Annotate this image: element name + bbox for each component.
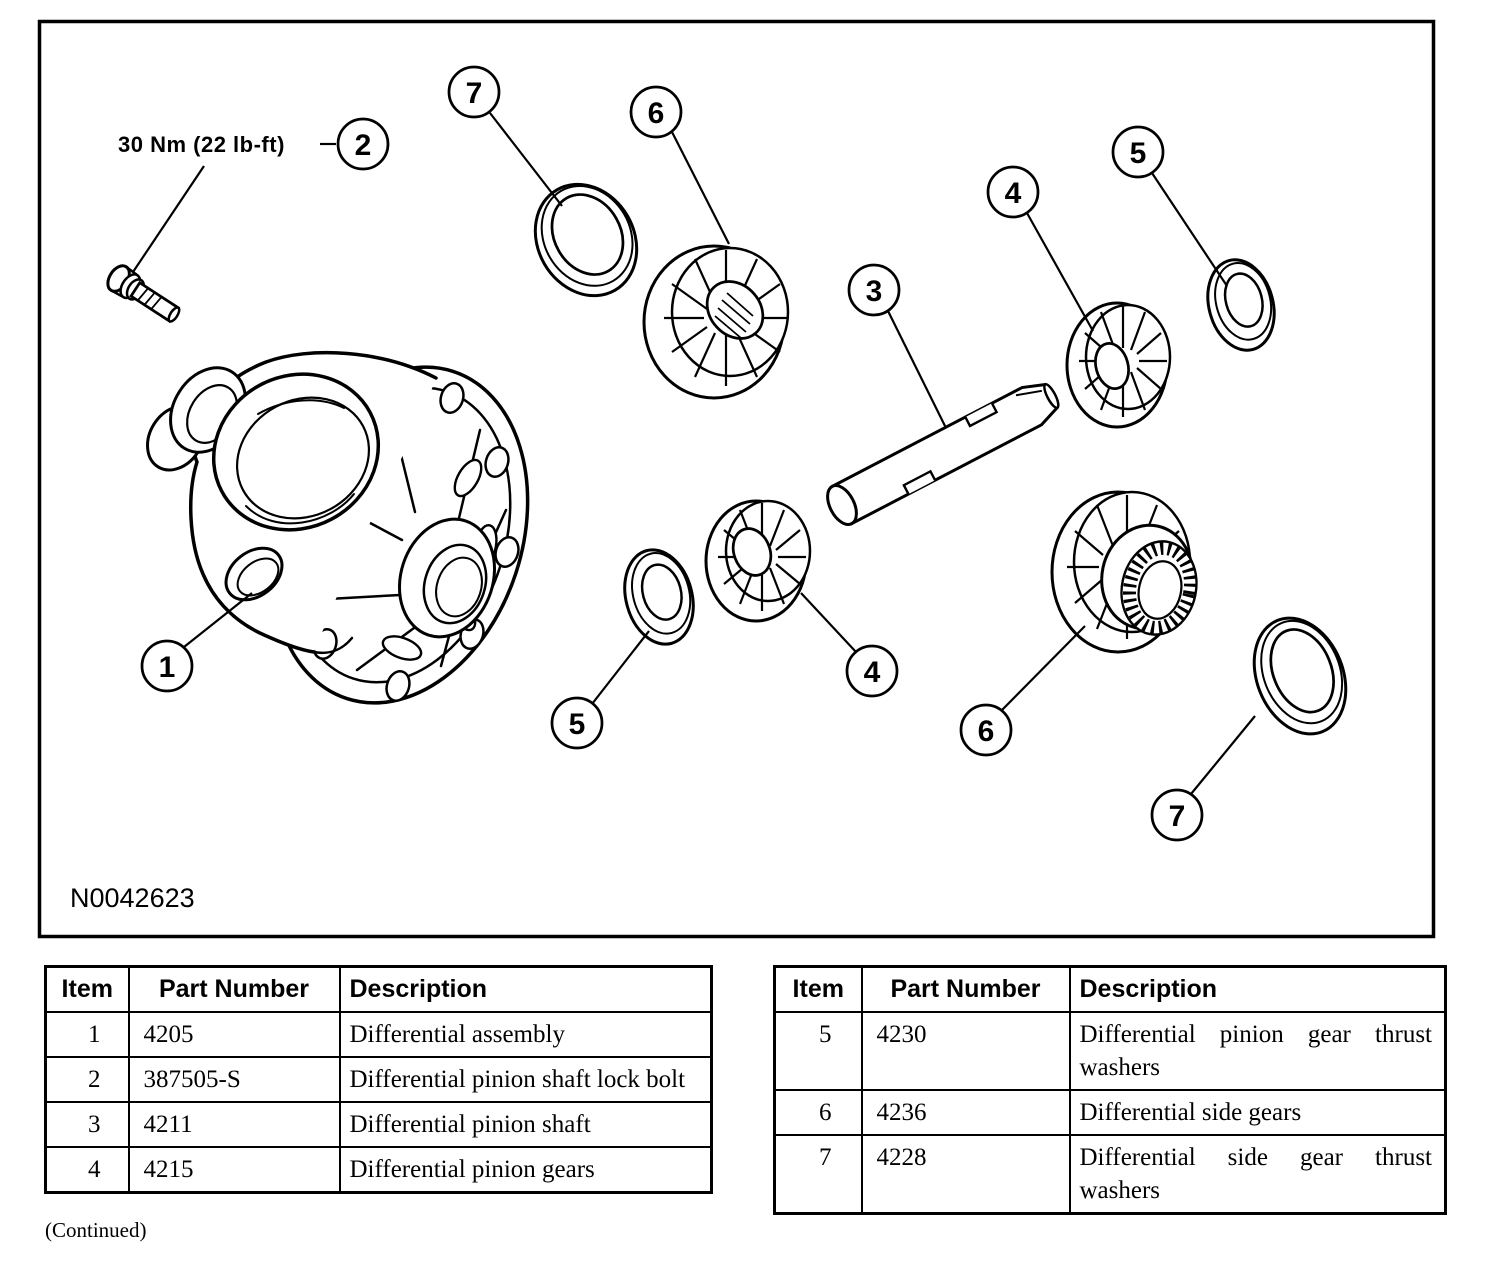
column-header-description: Description	[340, 967, 712, 1013]
part-pinion-shaft	[822, 376, 1065, 530]
svg-text:5: 5	[568, 708, 586, 741]
cell-description: Differential pinion shaft	[340, 1102, 712, 1147]
cell-description: Differential side gear thrust washers	[1070, 1135, 1446, 1214]
callout-5-lower	[552, 698, 602, 748]
table-header-row	[46, 967, 712, 1013]
part-differential-case	[136, 334, 569, 737]
table-row	[46, 1012, 712, 1057]
cell-item: 2	[46, 1057, 129, 1102]
table-row	[775, 1135, 1446, 1214]
cell-item: 6	[775, 1090, 862, 1135]
leader-callout-6-lower	[1002, 626, 1085, 710]
callout-6-lower	[961, 705, 1011, 755]
callout-7-lower	[1152, 790, 1202, 840]
cell-description: Differential pinion shaft lock bolt	[340, 1057, 712, 1102]
part-side-gear-thrust-washer-lower	[1238, 604, 1363, 747]
column-header-description: Description	[1070, 967, 1446, 1013]
cell-part-number: 4230	[862, 1012, 1070, 1090]
callout-6-upper	[631, 87, 681, 137]
callout-5-upper	[1113, 127, 1163, 177]
leader-callout-7-upper	[490, 113, 562, 206]
svg-text:4: 4	[1004, 177, 1022, 210]
part-side-gear-upper	[644, 246, 788, 398]
leader-callout-5-upper	[1152, 173, 1227, 286]
table-row	[46, 1147, 712, 1193]
svg-text:5: 5	[1129, 137, 1147, 170]
torque-spec-label: 30 Nm (22 lb-ft)	[118, 132, 285, 157]
cell-description: Differential side gears	[1070, 1090, 1446, 1135]
part-pinion-gear-upper	[1067, 303, 1170, 427]
table-row	[46, 1102, 712, 1147]
cell-part-number: 4228	[862, 1135, 1070, 1214]
figure-id: N0042623	[70, 883, 195, 913]
column-header-part-number: Part Number	[129, 967, 340, 1013]
callout-4-upper	[988, 167, 1038, 217]
svg-text:3: 3	[865, 275, 883, 308]
svg-text:7: 7	[1168, 800, 1186, 833]
cell-item: 3	[46, 1102, 129, 1147]
table-row	[775, 1090, 1446, 1135]
leader-callout-7-lower	[1191, 716, 1255, 794]
svg-text:7: 7	[465, 77, 483, 110]
table-row	[775, 1012, 1446, 1090]
column-header-item: Item	[775, 967, 862, 1013]
cell-item: 5	[775, 1012, 862, 1090]
cell-part-number: 4236	[862, 1090, 1070, 1135]
part-pinion-gear-lower	[706, 501, 810, 621]
leader-callout-4-lower	[801, 593, 856, 652]
svg-text:4: 4	[863, 656, 881, 689]
callout-7-upper	[449, 67, 499, 117]
cell-description: Differential pinion gears	[340, 1147, 712, 1193]
part-side-gear-lower	[1052, 492, 1205, 652]
cell-description: Differential pinion gear thrust washers	[1070, 1012, 1446, 1090]
cell-part-number: 4215	[129, 1147, 340, 1193]
cell-part-number: 4211	[129, 1102, 340, 1147]
callout-2	[338, 119, 388, 169]
svg-text:2: 2	[354, 129, 372, 162]
callout-3	[849, 265, 899, 315]
svg-text:6: 6	[977, 715, 995, 748]
parts-table-left	[44, 965, 713, 1194]
part-pinion-thrust-washer-lower	[615, 542, 704, 652]
leader-callout-4-upper	[1027, 213, 1093, 331]
column-header-item: Item	[46, 967, 129, 1013]
cell-item: 7	[775, 1135, 862, 1214]
part-pinion-thrust-washer-upper	[1198, 252, 1284, 357]
table-header-row	[775, 967, 1446, 1013]
table-row	[46, 1057, 712, 1102]
cell-part-number: 387505-S	[129, 1057, 340, 1102]
cell-description: Differential assembly	[340, 1012, 712, 1057]
leader-callout-2	[133, 166, 204, 272]
callout-4-lower	[847, 646, 897, 696]
cell-item: 4	[46, 1147, 129, 1193]
part-lock-bolt	[103, 262, 184, 328]
part-side-gear-thrust-washer-upper	[515, 166, 656, 314]
callout-1	[142, 641, 192, 691]
column-header-part-number: Part Number	[862, 967, 1070, 1013]
leader-callout-5-lower	[592, 631, 649, 704]
continued-note: (Continued)	[45, 1218, 147, 1242]
parts-table-right	[773, 965, 1447, 1215]
svg-text:1: 1	[158, 651, 176, 684]
cell-part-number: 4205	[129, 1012, 340, 1057]
leader-callout-6-upper	[672, 132, 729, 244]
svg-text:6: 6	[647, 97, 665, 130]
leader-callout-3	[888, 311, 946, 428]
cell-item: 1	[46, 1012, 129, 1057]
